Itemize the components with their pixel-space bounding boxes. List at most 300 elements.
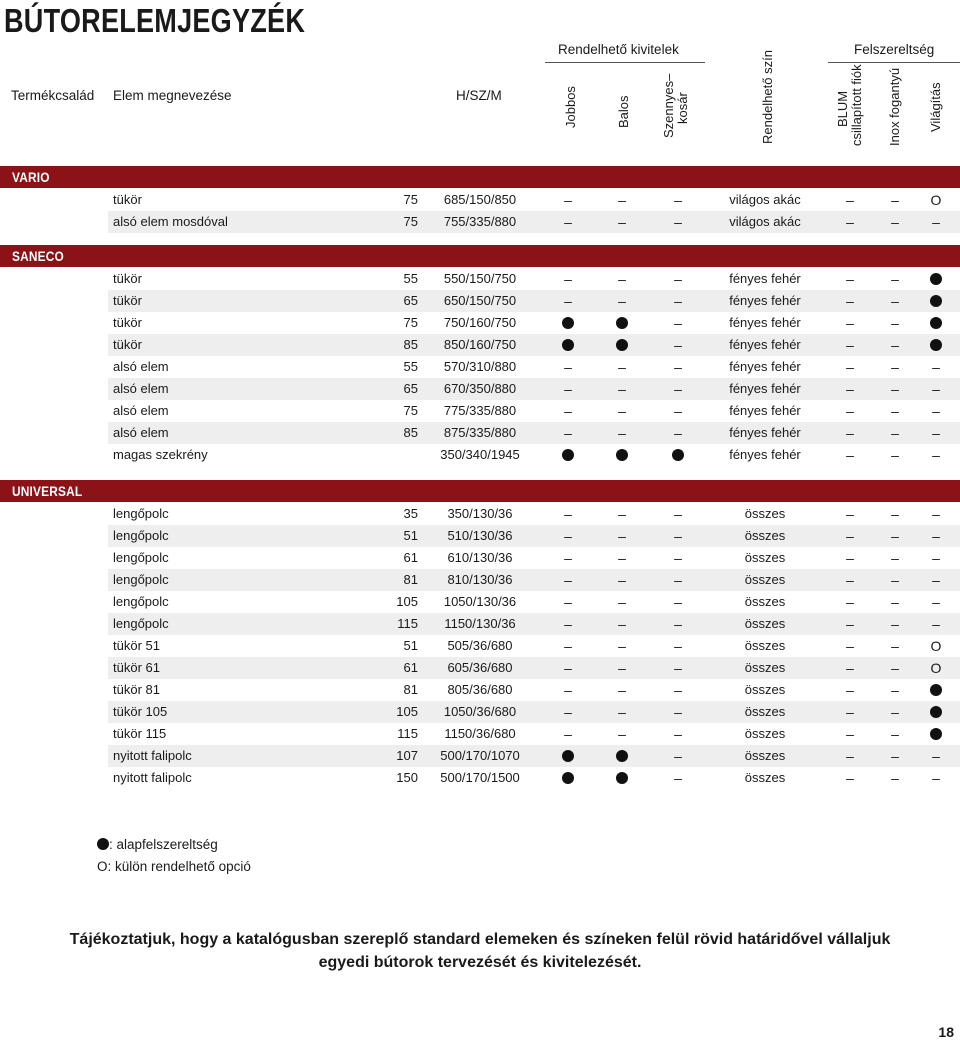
element-name-cell: lengőpolc xyxy=(113,506,169,521)
jobbos-mark: – xyxy=(564,293,572,309)
balos-mark: – xyxy=(618,572,626,588)
color-cell: világos akác xyxy=(729,192,801,207)
light-mark: – xyxy=(932,594,940,610)
inox-mark: – xyxy=(891,271,899,287)
basket-mark: – xyxy=(674,550,682,566)
size-cell: 75 xyxy=(403,403,418,418)
jobbos-mark xyxy=(556,444,580,466)
color-cell: összes xyxy=(744,616,786,631)
filled-dot-icon xyxy=(562,449,574,461)
element-name-cell: lengőpolc xyxy=(113,550,169,565)
balos-mark xyxy=(610,334,634,356)
size-cell: 55 xyxy=(403,271,418,286)
light-mark: – xyxy=(932,403,940,419)
table-row xyxy=(0,356,960,378)
color-cell: fényes fehér xyxy=(729,381,801,396)
basket-mark: – xyxy=(674,425,682,441)
element-name-cell: magas szekrény xyxy=(113,447,208,462)
color-cell: összes xyxy=(744,506,786,521)
legend-standard xyxy=(97,837,218,852)
balos-mark xyxy=(610,745,634,767)
filled-dot-icon xyxy=(562,772,574,784)
dimensions-cell: 670/350/880 xyxy=(443,381,517,396)
header-jobbos: Jobbos xyxy=(563,86,578,128)
dimensions-cell: 350/340/1945 xyxy=(440,447,520,462)
inox-mark: – xyxy=(891,337,899,353)
element-name-cell: alsó elem xyxy=(113,403,169,418)
balos-mark: – xyxy=(618,616,626,632)
basket-mark: – xyxy=(674,660,682,676)
light-mark: O xyxy=(930,638,942,654)
table-row xyxy=(0,334,960,356)
size-cell: 81 xyxy=(403,572,418,587)
dimensions-cell: 1050/36/680 xyxy=(443,704,517,719)
balos-mark: – xyxy=(618,293,626,309)
filled-dot-icon xyxy=(616,449,628,461)
legend-standard-text: : alapfelszereltség xyxy=(109,837,218,852)
balos-mark: – xyxy=(618,528,626,544)
header-group-equipment: Felszereltség xyxy=(854,42,935,57)
element-name-cell: tükör xyxy=(113,271,142,286)
color-cell: összes xyxy=(744,770,786,785)
jobbos-mark: – xyxy=(564,594,572,610)
filled-dot-icon xyxy=(930,706,942,718)
color-cell: fényes fehér xyxy=(729,293,801,308)
balos-mark: – xyxy=(618,381,626,397)
filled-dot-icon xyxy=(616,750,628,762)
inox-mark: – xyxy=(891,381,899,397)
basket-mark: – xyxy=(674,704,682,720)
inox-mark: – xyxy=(891,214,899,230)
dimensions-cell: 500/170/1070 xyxy=(440,748,520,763)
table-row xyxy=(0,444,960,466)
jobbos-mark: – xyxy=(564,638,572,654)
element-name-cell: nyitott falipolc xyxy=(113,748,192,763)
balos-mark: – xyxy=(618,550,626,566)
jobbos-mark xyxy=(556,745,580,767)
inox-mark: – xyxy=(891,192,899,208)
filled-dot-icon xyxy=(562,339,574,351)
light-mark xyxy=(924,679,948,701)
color-cell: összes xyxy=(744,682,786,697)
table-row xyxy=(0,701,960,723)
blum-mark: – xyxy=(846,528,854,544)
header-inox: Inox fogantyú xyxy=(887,67,902,146)
table-row xyxy=(0,679,960,701)
header-product-family: Termékcsalád xyxy=(11,88,95,103)
color-cell: fényes fehér xyxy=(729,447,801,462)
blum-mark: – xyxy=(846,315,854,331)
color-cell: összes xyxy=(744,660,786,675)
jobbos-mark: – xyxy=(564,359,572,375)
header-balos: Balos xyxy=(616,95,631,128)
element-name-cell: tükör 81 xyxy=(113,682,160,697)
dimensions-cell: 510/130/36 xyxy=(447,528,513,543)
filled-dot-icon xyxy=(616,772,628,784)
element-name-cell: alsó elem mosdóval xyxy=(113,214,228,229)
filled-dot-icon xyxy=(616,317,628,329)
blum-mark: – xyxy=(846,403,854,419)
jobbos-mark xyxy=(556,334,580,356)
size-cell: 85 xyxy=(403,425,418,440)
balos-mark: – xyxy=(618,359,626,375)
blum-mark: – xyxy=(846,550,854,566)
dimensions-cell: 875/335/880 xyxy=(443,425,517,440)
basket-mark xyxy=(666,444,690,466)
balos-mark: – xyxy=(618,726,626,742)
inox-mark: – xyxy=(891,748,899,764)
basket-mark: – xyxy=(674,528,682,544)
table-row xyxy=(0,268,960,290)
element-name-cell: lengőpolc xyxy=(113,572,169,587)
light-mark: – xyxy=(932,447,940,463)
page-title: BÚTORELEMJEGYZÉK xyxy=(4,2,306,39)
size-cell: 75 xyxy=(403,192,418,207)
blum-mark: – xyxy=(846,359,854,375)
balos-mark: – xyxy=(618,682,626,698)
size-cell: 107 xyxy=(396,748,418,763)
basket-mark: – xyxy=(674,748,682,764)
balos-mark: – xyxy=(618,425,626,441)
jobbos-mark: – xyxy=(564,550,572,566)
legend-option-text: : külön rendelhető opció xyxy=(107,859,251,874)
light-mark xyxy=(924,312,948,334)
blum-mark: – xyxy=(846,748,854,764)
filled-dot-icon xyxy=(930,684,942,696)
blum-mark: – xyxy=(846,381,854,397)
filled-dot-icon xyxy=(97,838,109,850)
dimensions-cell: 755/335/880 xyxy=(443,214,517,229)
basket-mark: – xyxy=(674,381,682,397)
table-row xyxy=(0,189,960,211)
table-row xyxy=(0,635,960,657)
header-blum-line2: csillapított fiók xyxy=(849,64,864,146)
size-cell: 51 xyxy=(403,638,418,653)
jobbos-mark: – xyxy=(564,192,572,208)
light-mark: – xyxy=(932,381,940,397)
light-mark xyxy=(924,334,948,356)
filled-dot-icon xyxy=(930,295,942,307)
dimensions-cell: 775/335/880 xyxy=(443,403,517,418)
table-row xyxy=(0,569,960,591)
basket-mark: – xyxy=(674,506,682,522)
table-row xyxy=(0,312,960,334)
light-mark: – xyxy=(932,425,940,441)
basket-mark: – xyxy=(674,315,682,331)
inox-mark: – xyxy=(891,447,899,463)
dimensions-cell: 570/310/880 xyxy=(443,359,517,374)
table-row xyxy=(0,503,960,525)
filled-dot-icon xyxy=(930,728,942,740)
light-mark xyxy=(924,268,948,290)
table-row xyxy=(0,290,960,312)
inox-mark: – xyxy=(891,293,899,309)
dimensions-cell: 810/130/36 xyxy=(447,572,513,587)
inox-mark: – xyxy=(891,682,899,698)
balos-mark: – xyxy=(618,638,626,654)
header-element-name: Elem megnevezése xyxy=(113,88,232,103)
size-cell: 61 xyxy=(403,550,418,565)
color-cell: összes xyxy=(744,572,786,587)
color-cell: fényes fehér xyxy=(729,337,801,352)
dimensions-cell: 650/150/750 xyxy=(443,293,517,308)
jobbos-mark xyxy=(556,312,580,334)
jobbos-mark: – xyxy=(564,704,572,720)
balos-mark xyxy=(610,767,634,789)
basket-mark: – xyxy=(674,682,682,698)
light-mark: – xyxy=(932,528,940,544)
size-cell: 81 xyxy=(403,682,418,697)
jobbos-mark: – xyxy=(564,528,572,544)
blum-mark: – xyxy=(846,425,854,441)
balos-mark: – xyxy=(618,271,626,287)
inox-mark: – xyxy=(891,315,899,331)
size-cell: 75 xyxy=(403,315,418,330)
element-name-cell: lengőpolc xyxy=(113,616,169,631)
blum-mark: – xyxy=(846,572,854,588)
inox-mark: – xyxy=(891,704,899,720)
balos-mark: – xyxy=(618,214,626,230)
color-cell: összes xyxy=(744,638,786,653)
size-cell: 61 xyxy=(403,660,418,675)
inox-mark: – xyxy=(891,770,899,786)
table-row xyxy=(0,591,960,613)
filled-dot-icon xyxy=(562,750,574,762)
color-cell: összes xyxy=(744,550,786,565)
size-cell: 150 xyxy=(396,770,418,785)
basket-mark: – xyxy=(674,770,682,786)
filled-dot-icon xyxy=(930,317,942,329)
basket-mark: – xyxy=(674,359,682,375)
jobbos-mark: – xyxy=(564,506,572,522)
light-mark: – xyxy=(932,214,940,230)
color-cell: fényes fehér xyxy=(729,359,801,374)
blum-mark: – xyxy=(846,192,854,208)
basket-mark: – xyxy=(674,594,682,610)
dimensions-cell: 685/150/850 xyxy=(443,192,517,207)
inox-mark: – xyxy=(891,616,899,632)
balos-mark: – xyxy=(618,594,626,610)
basket-mark: – xyxy=(674,616,682,632)
inox-mark: – xyxy=(891,594,899,610)
section-title: SANECO xyxy=(12,248,64,264)
basket-mark: – xyxy=(674,192,682,208)
size-cell: 105 xyxy=(396,594,418,609)
color-cell: világos akác xyxy=(729,214,801,229)
light-mark xyxy=(924,290,948,312)
size-cell: 115 xyxy=(397,726,418,741)
color-cell: összes xyxy=(744,704,786,719)
element-name-cell: lengőpolc xyxy=(113,528,169,543)
jobbos-mark: – xyxy=(564,381,572,397)
blum-mark: – xyxy=(846,214,854,230)
light-mark xyxy=(924,723,948,745)
section-header-vario xyxy=(0,166,960,188)
color-cell: összes xyxy=(744,594,786,609)
color-cell: összes xyxy=(744,528,786,543)
jobbos-mark: – xyxy=(564,616,572,632)
note-line-1: Tájékoztatjuk, hogy a katalógusban szereplő standard elemeken és színeken felül rövid határidővel vállaljuk xyxy=(69,931,891,948)
jobbos-mark: – xyxy=(564,572,572,588)
jobbos-mark: – xyxy=(564,271,572,287)
filled-dot-icon xyxy=(616,339,628,351)
filled-dot-icon xyxy=(672,449,684,461)
dimensions-cell: 350/130/36 xyxy=(447,506,513,521)
dimensions-cell: 500/170/1500 xyxy=(440,770,520,785)
light-mark: – xyxy=(932,572,940,588)
inox-mark: – xyxy=(891,403,899,419)
page-number: 18 xyxy=(938,1024,954,1040)
header-light: Világítás xyxy=(928,82,943,132)
balos-mark: – xyxy=(618,506,626,522)
dimensions-cell: 805/36/680 xyxy=(447,682,513,697)
filled-dot-icon xyxy=(562,317,574,329)
color-cell: összes xyxy=(744,748,786,763)
inox-mark: – xyxy=(891,638,899,654)
blum-mark: – xyxy=(846,337,854,353)
element-name-cell: tükör 61 xyxy=(113,660,160,675)
dimensions-cell: 605/36/680 xyxy=(447,660,513,675)
color-cell: fényes fehér xyxy=(729,403,801,418)
jobbos-mark xyxy=(556,767,580,789)
size-cell: 51 xyxy=(403,528,418,543)
size-cell: 55 xyxy=(403,359,418,374)
basket-mark: – xyxy=(674,638,682,654)
light-mark: O xyxy=(930,192,942,208)
balos-mark xyxy=(610,312,634,334)
element-name-cell: alsó elem xyxy=(113,359,169,374)
element-name-cell: alsó elem xyxy=(113,381,169,396)
inox-mark: – xyxy=(891,572,899,588)
table-row xyxy=(0,378,960,400)
jobbos-mark: – xyxy=(564,660,572,676)
basket-mark: – xyxy=(674,403,682,419)
element-name-cell: tükör 51 xyxy=(113,638,160,653)
table-row xyxy=(0,547,960,569)
table-row xyxy=(0,525,960,547)
balos-mark: – xyxy=(618,660,626,676)
element-name-cell: tükör xyxy=(113,337,142,352)
light-mark: – xyxy=(932,748,940,764)
dimensions-cell: 550/150/750 xyxy=(443,271,517,286)
light-mark: – xyxy=(932,359,940,375)
size-cell: 105 xyxy=(396,704,418,719)
color-cell: összes xyxy=(744,726,786,741)
blum-mark: – xyxy=(846,682,854,698)
section-title: VARIO xyxy=(12,169,50,185)
basket-mark: – xyxy=(674,214,682,230)
blum-mark: – xyxy=(846,594,854,610)
basket-mark: – xyxy=(674,293,682,309)
blum-mark: – xyxy=(846,447,854,463)
inox-mark: – xyxy=(891,425,899,441)
jobbos-mark: – xyxy=(564,682,572,698)
section-title: UNIVERSAL xyxy=(12,483,83,499)
group-versions-rule xyxy=(545,62,705,63)
inox-mark: – xyxy=(891,528,899,544)
color-cell: fényes fehér xyxy=(729,271,801,286)
blum-mark: – xyxy=(846,506,854,522)
blum-mark: – xyxy=(846,660,854,676)
light-mark: O xyxy=(930,660,942,676)
basket-mark: – xyxy=(674,572,682,588)
basket-mark: – xyxy=(674,337,682,353)
header-basket-line2: kosár xyxy=(675,92,690,124)
balos-mark xyxy=(610,444,634,466)
header-color: Rendelhető szín xyxy=(760,50,775,144)
size-cell: 65 xyxy=(403,293,418,308)
element-name-cell: nyitott falipolc xyxy=(113,770,192,785)
blum-mark: – xyxy=(846,616,854,632)
blum-mark: – xyxy=(846,726,854,742)
blum-mark: – xyxy=(846,704,854,720)
color-cell: fényes fehér xyxy=(729,315,801,330)
light-mark: – xyxy=(932,506,940,522)
table-row xyxy=(0,723,960,745)
color-cell: fényes fehér xyxy=(729,425,801,440)
element-name-cell: tükör xyxy=(113,293,142,308)
size-cell: 115 xyxy=(397,616,418,631)
table-row xyxy=(0,211,960,233)
ring-icon: O xyxy=(97,859,108,874)
dimensions-cell: 1050/130/36 xyxy=(443,594,517,609)
header-basket-line1: Szennyes– xyxy=(661,73,676,138)
element-name-cell: lengőpolc xyxy=(113,594,169,609)
table-row xyxy=(0,613,960,635)
size-cell: 65 xyxy=(403,381,418,396)
inox-mark: – xyxy=(891,726,899,742)
section-header-saneco xyxy=(0,245,960,267)
blum-mark: – xyxy=(846,638,854,654)
dimensions-cell: 850/160/750 xyxy=(443,337,517,352)
header-dimensions: H/SZ/M xyxy=(456,88,502,103)
table-row xyxy=(0,400,960,422)
jobbos-mark: – xyxy=(564,403,572,419)
size-cell: 85 xyxy=(403,337,418,352)
basket-mark: – xyxy=(674,271,682,287)
inox-mark: – xyxy=(891,506,899,522)
element-name-cell: tükör xyxy=(113,315,142,330)
balos-mark: – xyxy=(618,192,626,208)
dimensions-cell: 1150/36/680 xyxy=(444,726,516,741)
table-row xyxy=(0,767,960,789)
element-name-cell: tükör 115 xyxy=(113,726,167,741)
light-mark: – xyxy=(932,770,940,786)
section-header-universal xyxy=(0,480,960,502)
element-name-cell: alsó elem xyxy=(113,425,169,440)
balos-mark: – xyxy=(618,403,626,419)
jobbos-mark: – xyxy=(564,425,572,441)
note-line-2: egyedi bútorok tervezését és kivitelezését. xyxy=(318,954,642,971)
light-mark: – xyxy=(932,550,940,566)
table-row xyxy=(0,657,960,679)
basket-mark: – xyxy=(674,726,682,742)
size-cell: 75 xyxy=(403,214,418,229)
blum-mark: – xyxy=(846,293,854,309)
header-group-versions: Rendelhető kivitelek xyxy=(558,42,679,57)
filled-dot-icon xyxy=(930,339,942,351)
table-row xyxy=(0,422,960,444)
inox-mark: – xyxy=(891,550,899,566)
group-equipment-rule xyxy=(828,62,960,63)
element-name-cell: tükör xyxy=(113,192,142,207)
legend-option xyxy=(97,859,251,874)
blum-mark: – xyxy=(846,770,854,786)
dimensions-cell: 750/160/750 xyxy=(443,315,517,330)
balos-mark: – xyxy=(618,704,626,720)
filled-dot-icon xyxy=(930,273,942,285)
inox-mark: – xyxy=(891,660,899,676)
